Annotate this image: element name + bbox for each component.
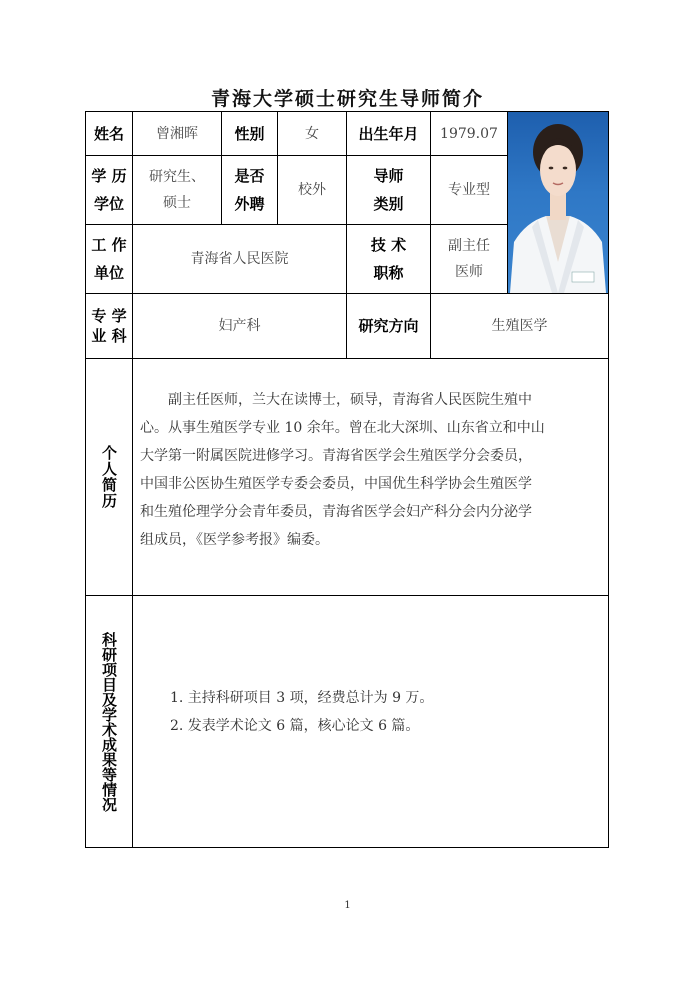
achievement-item: 1. 主持科研项目 3 项，经费总计为 9 万。 (170, 690, 434, 706)
value-title-rank-line1: 副主任 (448, 238, 490, 254)
resume-line: 中国非公医协生殖医学专委会委员，中国优生科学协会生殖医学 (140, 476, 532, 492)
value-title-rank-line2: 医师 (455, 264, 483, 280)
row-divider (85, 358, 609, 359)
label-resume-text: 个人简历 (100, 445, 118, 509)
label-external-line1: 是否 (234, 167, 265, 185)
label-tutor-type-line2: 类别 (373, 195, 404, 213)
label-tutor-type-line1: 导师 (373, 167, 404, 185)
value-name: 曾湘晖 (156, 125, 198, 142)
value-major: 妇产科 (218, 318, 261, 334)
resume-line: 组成员，《医学参考报》编委。 (140, 532, 329, 548)
label-education (86, 156, 132, 224)
value-tutor-type: 专业型 (448, 182, 490, 198)
label-work-unit-line2: 单位 (93, 264, 124, 282)
portrait-image (508, 112, 608, 293)
profile-photo (508, 112, 608, 293)
resume-line: 和生殖伦理学分会青年委员，青海省医学会妇产科分会内分泌学 (140, 504, 532, 520)
label-tutor-type (347, 156, 430, 224)
resume-line: 心。从事生殖医学专业 10 余年。曾在北大深圳、山东省立和中山 (140, 420, 545, 436)
label-title-rank-line1: 技 术 (370, 236, 407, 254)
label-research-direction: 研究方向 (358, 317, 419, 335)
label-education-line2: 学位 (93, 195, 124, 213)
value-external: 校外 (298, 182, 326, 198)
label-title-rank-line2: 职称 (373, 264, 404, 282)
label-resume (86, 359, 132, 595)
label-work-unit (86, 225, 132, 293)
page-number: 1 (344, 900, 351, 911)
label-name: 姓名 (93, 124, 124, 143)
label-gender: 性别 (234, 124, 265, 143)
value-gender: 女 (305, 125, 319, 142)
label-major (86, 294, 132, 358)
label-external-line2: 外聘 (234, 195, 265, 213)
value-education-line1: 研究生、 (149, 169, 205, 185)
value-education-line2: 硕士 (163, 195, 191, 211)
achievements-text (170, 684, 600, 740)
label-title-rank (347, 225, 430, 293)
value-title-rank (431, 225, 507, 293)
value-birth: 1979.07 (440, 125, 498, 142)
label-external (222, 156, 277, 224)
label-work-unit-line1: 工 作 (91, 236, 127, 254)
value-research-direction: 生殖医学 (491, 318, 548, 334)
label-birth: 出生年月 (358, 124, 419, 143)
label-major-line1: 专 学 (91, 307, 127, 325)
label-research-projects-text: 科研项目及学术成果等情况 (100, 631, 118, 812)
label-research-projects (86, 596, 132, 847)
resume-line: 副主任医师，兰大在读博士，硕导，青海省人民医院生殖中 (168, 392, 532, 408)
label-education-line1: 学 历 (91, 167, 127, 185)
value-work-unit: 青海省人民医院 (190, 251, 289, 267)
resume-line: 大学第一附属医院进修学习。青海省医学会生殖医学分会委员， (140, 448, 532, 464)
resume-text (140, 386, 605, 554)
document-title: 青海大学硕士研究生导师简介 (210, 88, 484, 110)
achievement-item: 2. 发表学术论文 6 篇，核心论文 6 篇。 (170, 718, 420, 734)
value-education (133, 156, 221, 224)
row-divider (85, 595, 609, 596)
label-major-line2: 业 科 (91, 327, 127, 345)
